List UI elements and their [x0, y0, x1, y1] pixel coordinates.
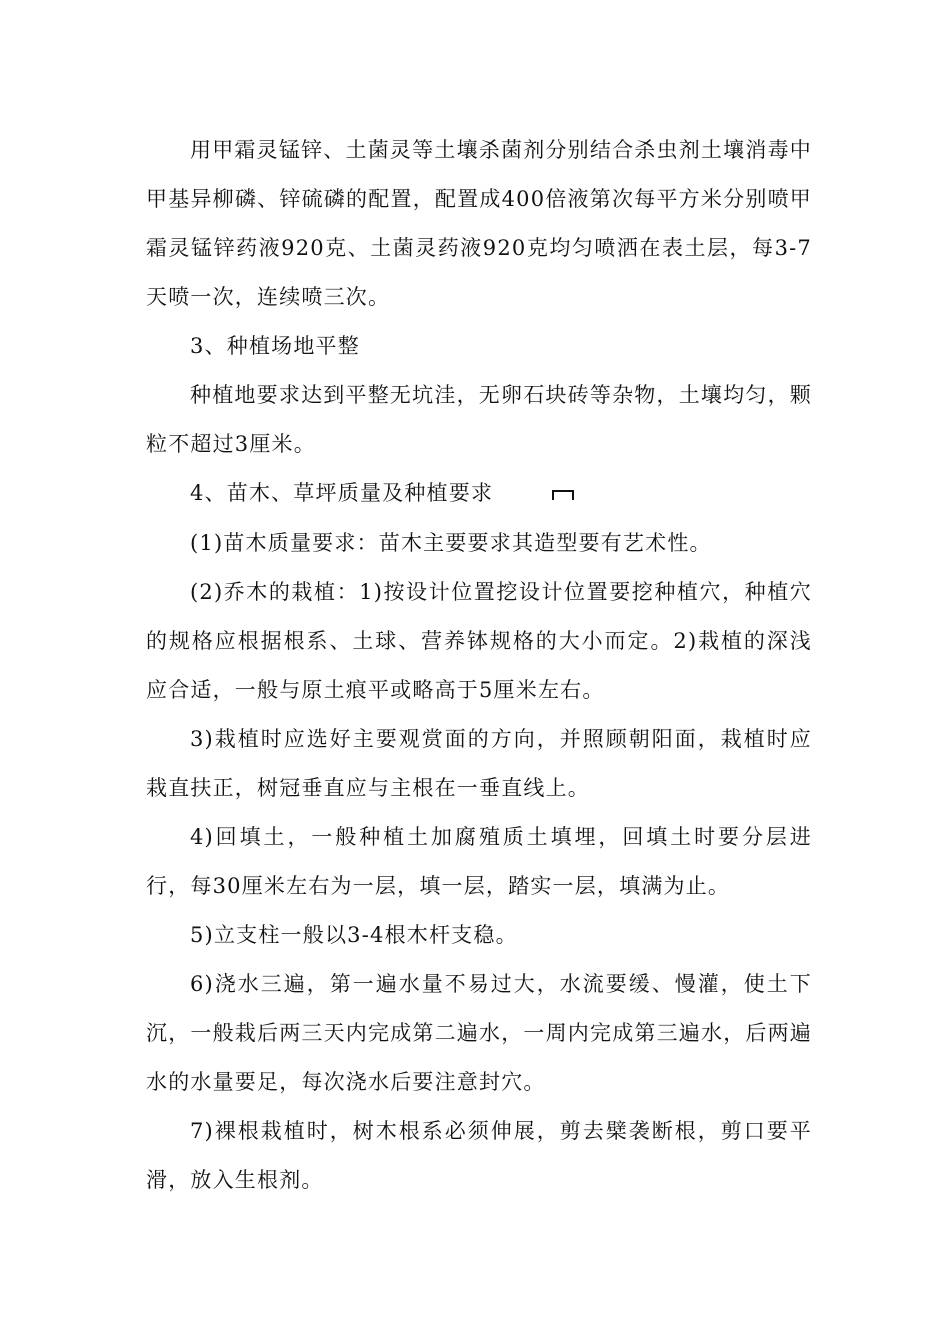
paragraph-bare-root: 7)裸根栽植时，树木根系必须伸展，剪去檗袭断根，剪口要平滑，放入生根剂。	[146, 1119, 812, 1192]
heading-seedling-quality-text: 4、苗木、草坪质量及种植要求	[190, 481, 494, 505]
paragraph-backfill: 4)回填土，一般种植土加腐殖质土填埋，回填土时要分层进行，每30厘米左右为一层，填一层，踏实一层，填满为止。	[146, 825, 812, 898]
paragraph-seedling-quality: (1)苗木质量要求：苗木主要要求其造型要有艺术性。	[190, 531, 712, 555]
bracket-mark-icon	[507, 470, 575, 519]
document-body	[146, 126, 812, 1205]
paragraph-soil-disinfection: 用甲霜灵锰锌、土菌灵等土壤杀菌剂分别结合杀虫剂土壤消毒中甲基异柳磷、锌硫磷的配置，配置成400倍液第次每平方米分别喷甲霜灵锰锌药液920克、土菌灵药液920克均匀喷洒在表土层，每3-7天喷一次，连续喷三次。	[146, 138, 812, 309]
paragraph-watering: 6)浇水三遍，第一遍水量不易过大，水流要缓、慢灌，使土下沉，一般栽后两三天内完成第二遍水，一周内完成第三遍水，后两遍水的水量要足，每次浇水后要注意封穴。	[146, 972, 812, 1094]
heading-site-leveling: 3、种植场地平整	[190, 334, 360, 358]
paragraph-support-poles: 5)立支柱一般以3-4根木杆支稳。	[190, 923, 518, 947]
paragraph-tree-planting: (2)乔木的栽植：1)按设计位置挖设计位置要挖种植穴，种植穴的规格应根据根系、土球、营养钵规格的大小而定。2)栽植的深浅应合适，一般与原土痕平或略高于5厘米左右。	[146, 580, 812, 702]
paragraph-planting-direction: 3)栽植时应选好主要观赏面的方向，并照顾朝阳面，栽植时应栽直扶正，树冠垂直应与主根在一垂直线上。	[146, 727, 812, 800]
heading-seedling-quality	[146, 469, 812, 519]
paragraph-site-leveling: 种植地要求达到平整无坑洼，无卵石块砖等杂物，土壤均匀，颗粒不超过3厘米。	[146, 383, 812, 456]
